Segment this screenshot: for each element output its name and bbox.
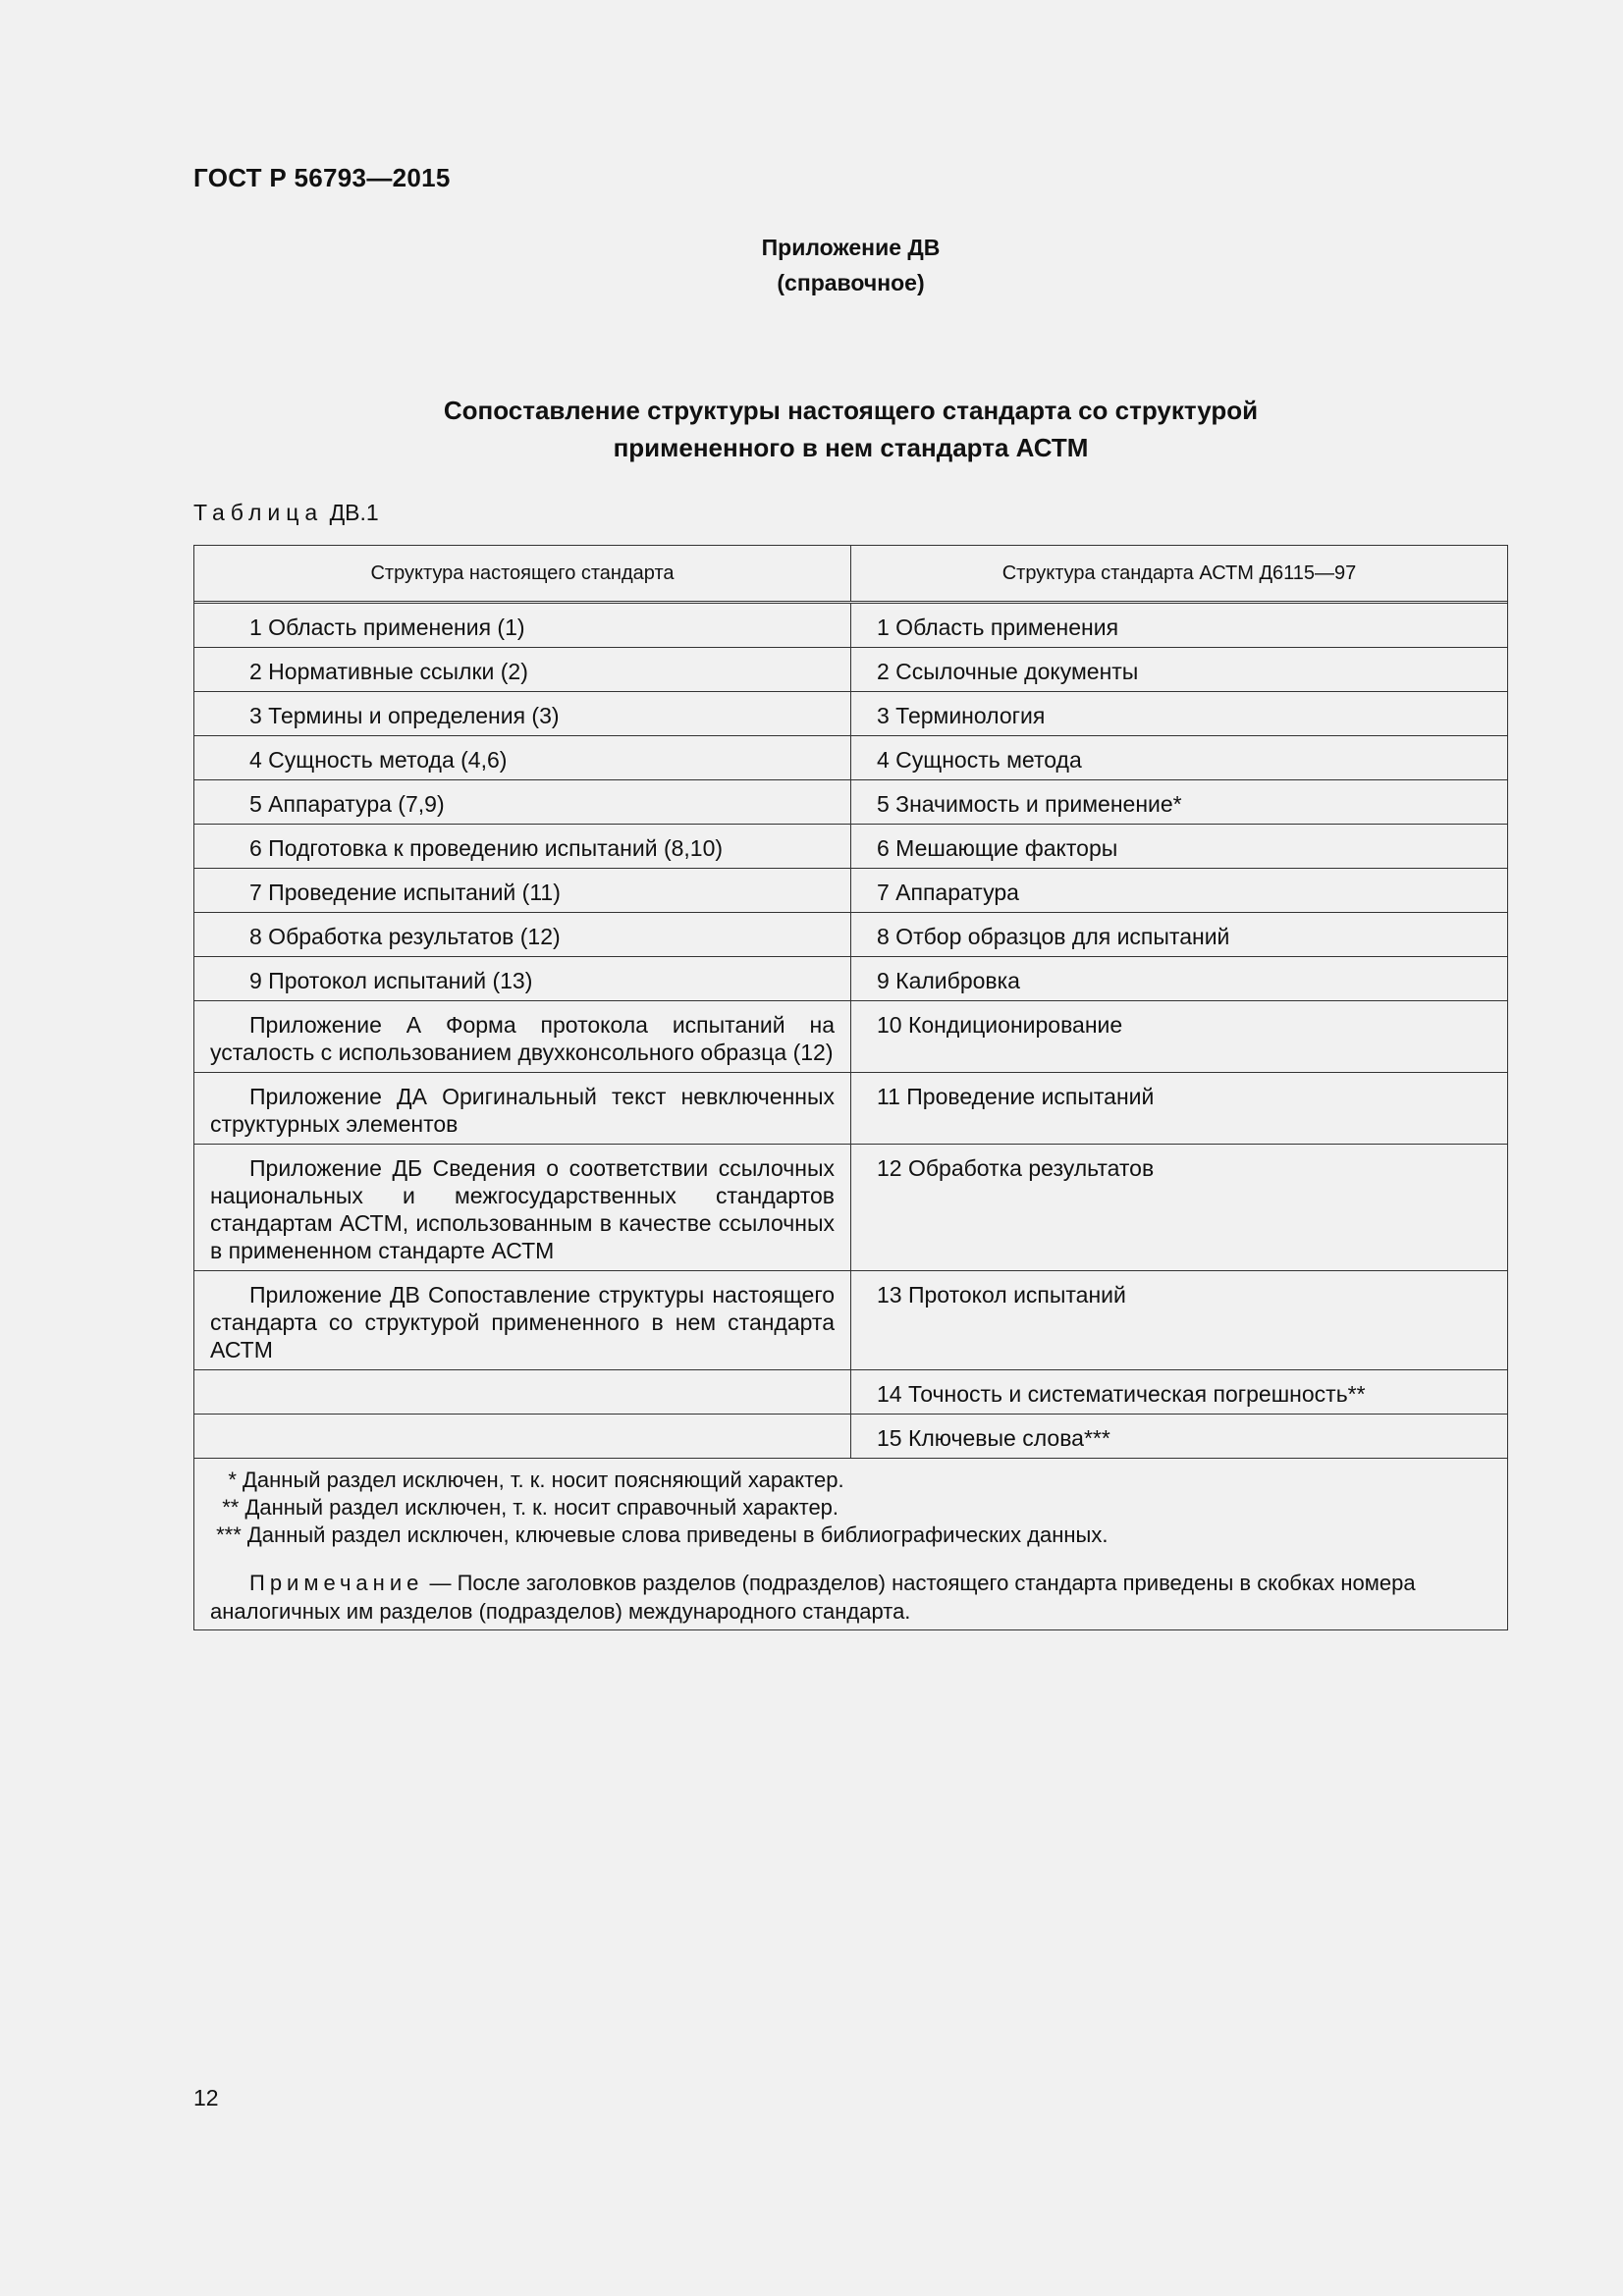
table-cell-right: 14 Точность и систематическая погрешность**	[877, 1381, 1366, 1407]
table-header-col2: Структура стандарта АСТМ Д6115—97	[1001, 562, 1357, 584]
table-cell-right: 1 Область применения	[877, 614, 1119, 640]
table-note	[210, 1569, 1491, 1626]
table-row	[194, 1144, 1507, 1270]
table-cell-left: 1 Область применения (1)	[194, 604, 851, 647]
table-cell-left: Приложение А Форма протокола испытаний на усталость с использованием двухконсольного образца (12)	[194, 1001, 851, 1072]
structure-comparison-table	[193, 545, 1508, 1630]
table-caption-prefix: Таблица	[193, 500, 324, 525]
table-row	[194, 1000, 1507, 1072]
table-cell-left	[194, 1415, 851, 1458]
table-cell-right: 3 Терминология	[877, 703, 1046, 728]
table-row	[194, 647, 1507, 691]
table-cell-left: 9 Протокол испытаний (13)	[194, 957, 851, 1000]
footnote: *** Данный раздел исключен, ключевые слова приведены в библиографических данных.	[210, 1522, 1109, 1547]
page-title	[0, 392, 1623, 466]
page-title-line-2: примененного в нем стандарта АСТМ	[613, 433, 1089, 462]
page-number: 12	[193, 2085, 219, 2110]
table-row	[194, 824, 1507, 868]
table-cell-right: 5 Значимость и применение*	[877, 791, 1182, 817]
note-label: Примечание	[249, 1571, 424, 1595]
table-cell-left: 3 Термины и определения (3)	[194, 692, 851, 735]
table-header-row	[194, 546, 1507, 604]
footnote: * Данный раздел исключен, т. к. носит поясняющий характер.	[210, 1468, 844, 1492]
table-cell-right: 12 Обработка результатов	[877, 1155, 1155, 1181]
note-text: — После заголовков разделов (подразделов) настоящего стандарта приведены в скобках номера аналогичных им разделов (подразделов) международного стандарта.	[210, 1571, 1416, 1624]
table-cell-left: Приложение ДВ Сопоставление структуры настоящего стандарта со структурой примененного в нем стандарта АСТМ	[194, 1271, 851, 1369]
table-cell-left: 7 Проведение испытаний (11)	[194, 869, 851, 912]
table-row	[194, 956, 1507, 1000]
table-cell-right: 9 Калибровка	[877, 968, 1020, 993]
table-row	[194, 1414, 1507, 1458]
table-row	[194, 1369, 1507, 1414]
table-cell-right: 4 Сущность метода	[877, 747, 1082, 773]
table-row	[194, 779, 1507, 824]
table-row	[194, 735, 1507, 779]
table-cell-right: 8 Отбор образцов для испытаний	[877, 924, 1230, 949]
table-footnotes	[194, 1458, 1507, 1629]
table-row	[194, 691, 1507, 735]
table-cell-left: Приложение ДБ Сведения о соответствии ссылочных национальных и межгосударственных стандартов стандартам АСТМ, использованным в качестве ссылочных в примененном стандарте АСТМ	[194, 1145, 851, 1270]
table-header-col1: Структура настоящего стандарта	[194, 546, 851, 601]
footnote: ** Данный раздел исключен, т. к. носит справочный характер.	[210, 1495, 839, 1520]
page-title-line-1: Сопоставление структуры настоящего стандарта со структурой	[443, 396, 1259, 425]
table-row	[194, 912, 1507, 956]
table-cell-left: 4 Сущность метода (4,6)	[194, 736, 851, 779]
table-caption-id: ДВ.1	[329, 500, 379, 525]
appendix-subtitle: (справочное)	[777, 270, 925, 295]
table-caption	[193, 500, 379, 526]
table-cell-left: 6 Подготовка к проведению испытаний (8,10)	[194, 825, 851, 868]
table-cell-right: 10 Кондиционирование	[877, 1012, 1123, 1038]
table-cell-left: 2 Нормативные ссылки (2)	[194, 648, 851, 691]
table-row	[194, 868, 1507, 912]
table-cell-right: 11 Проведение испытаний	[877, 1084, 1155, 1109]
table-row	[194, 1072, 1507, 1144]
table-cell-left: Приложение ДА Оригинальный текст невключенных структурных элементов	[194, 1073, 851, 1144]
table-cell-left	[194, 1370, 851, 1414]
table-cell-right: 6 Мешающие факторы	[877, 835, 1118, 861]
table-cell-right: 13 Протокол испытаний	[877, 1282, 1126, 1308]
table-row	[194, 604, 1507, 647]
appendix-title: Приложение ДВ	[761, 235, 941, 260]
table-cell-right: 2 Ссылочные документы	[877, 659, 1139, 684]
table-cell-right: 7 Аппаратура	[877, 880, 1019, 905]
table-cell-right: 15 Ключевые слова***	[877, 1425, 1110, 1451]
table-row	[194, 1270, 1507, 1369]
table-cell-left: 8 Обработка результатов (12)	[194, 913, 851, 956]
table-cell-left: 5 Аппаратура (7,9)	[194, 780, 851, 824]
appendix-heading	[0, 230, 1623, 300]
document-code: ГОСТ Р 56793—2015	[193, 163, 451, 192]
